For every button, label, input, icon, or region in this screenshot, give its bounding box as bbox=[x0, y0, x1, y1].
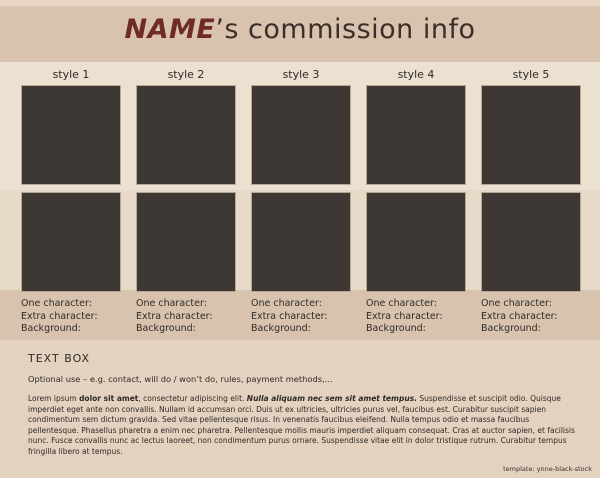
style-label: style 3 bbox=[282, 68, 320, 81]
example-image-bottom bbox=[481, 192, 581, 292]
price-background: Background: bbox=[136, 323, 196, 334]
style-column-4 bbox=[366, 68, 466, 336]
lorem-bold: dolor sit amet bbox=[79, 394, 139, 403]
example-image-top bbox=[366, 85, 466, 185]
lorem-part: , consectetur adipiscing elit. bbox=[138, 394, 247, 403]
example-image-bottom bbox=[21, 192, 121, 292]
style-column-1 bbox=[21, 68, 121, 336]
price-extra-character: Extra character: bbox=[21, 310, 98, 322]
price-extra-character: Extra character: bbox=[136, 310, 213, 322]
example-image-top bbox=[21, 85, 121, 185]
optional-use-note: Optional use – e.g. contact, will do / won’t do, rules, payment methods,... bbox=[28, 374, 333, 384]
style-column-3 bbox=[251, 68, 351, 336]
example-image-top bbox=[481, 85, 581, 185]
style-column-2 bbox=[136, 68, 236, 336]
example-image-top bbox=[251, 85, 351, 185]
price-background: Background: bbox=[366, 323, 426, 334]
template-credit: template: ynne-black-stock bbox=[503, 465, 592, 473]
example-image-top bbox=[136, 85, 236, 185]
price-one-character: One character: bbox=[21, 298, 92, 309]
style-label: style 2 bbox=[167, 68, 205, 81]
title-text: ’s commission info bbox=[215, 14, 476, 45]
style-label: style 1 bbox=[52, 68, 90, 81]
lorem-part: Lorem ipsum bbox=[28, 394, 80, 403]
price-list bbox=[136, 298, 236, 336]
price-background: Background: bbox=[481, 323, 541, 334]
lorem-part: Suspendisse et suscipit odio. Quisque imperdiet eget ante non convallis. Nullam id accumsan orci. Duis ut ex ultricies, ultricies purus vel, faucibus est. Curabitur suscipit sapien condimentum sem dictum gravida. Sed vitae pellentesque risus. In venenatis faucibus eleifend. Nulla tempus odio et massa faucibus pellentesque. Phasellus pharetra a enim nec pharetra. Pellentesque mollis mauris imperdiet aliquam consequat. Cras at auctor sapien, et facilisis nunc. Fusce convallis nunc ac lectus laoreet, non condimentum purus ornare. Suspendisse vitae elit in dolor tristique rutrum. Curabitur tempus fringilla libero at tempus. bbox=[28, 394, 575, 456]
price-one-character: One character: bbox=[366, 298, 437, 309]
price-list bbox=[366, 298, 466, 336]
price-one-character: One character: bbox=[136, 298, 207, 309]
style-label: style 5 bbox=[512, 68, 550, 81]
page-title bbox=[0, 14, 600, 45]
name-placeholder: NAME bbox=[124, 14, 216, 45]
price-list bbox=[21, 298, 121, 336]
example-image-bottom bbox=[251, 192, 351, 292]
price-extra-character: Extra character: bbox=[481, 310, 558, 322]
lorem-bold-italic: Nulla aliquam nec sem sit amet tempus. bbox=[246, 394, 417, 403]
price-one-character: One character: bbox=[481, 298, 552, 309]
price-list bbox=[481, 298, 581, 336]
style-label: style 4 bbox=[397, 68, 435, 81]
text-box-heading: TEXT BOX bbox=[28, 352, 91, 365]
price-background: Background: bbox=[21, 323, 81, 334]
price-extra-character: Extra character: bbox=[251, 310, 328, 322]
example-image-bottom bbox=[136, 192, 236, 292]
style-column-5 bbox=[481, 68, 581, 336]
example-image-bottom bbox=[366, 192, 466, 292]
text-box-body bbox=[28, 394, 576, 458]
price-list bbox=[251, 298, 351, 336]
price-one-character: One character: bbox=[251, 298, 322, 309]
price-extra-character: Extra character: bbox=[366, 310, 443, 322]
price-background: Background: bbox=[251, 323, 311, 334]
